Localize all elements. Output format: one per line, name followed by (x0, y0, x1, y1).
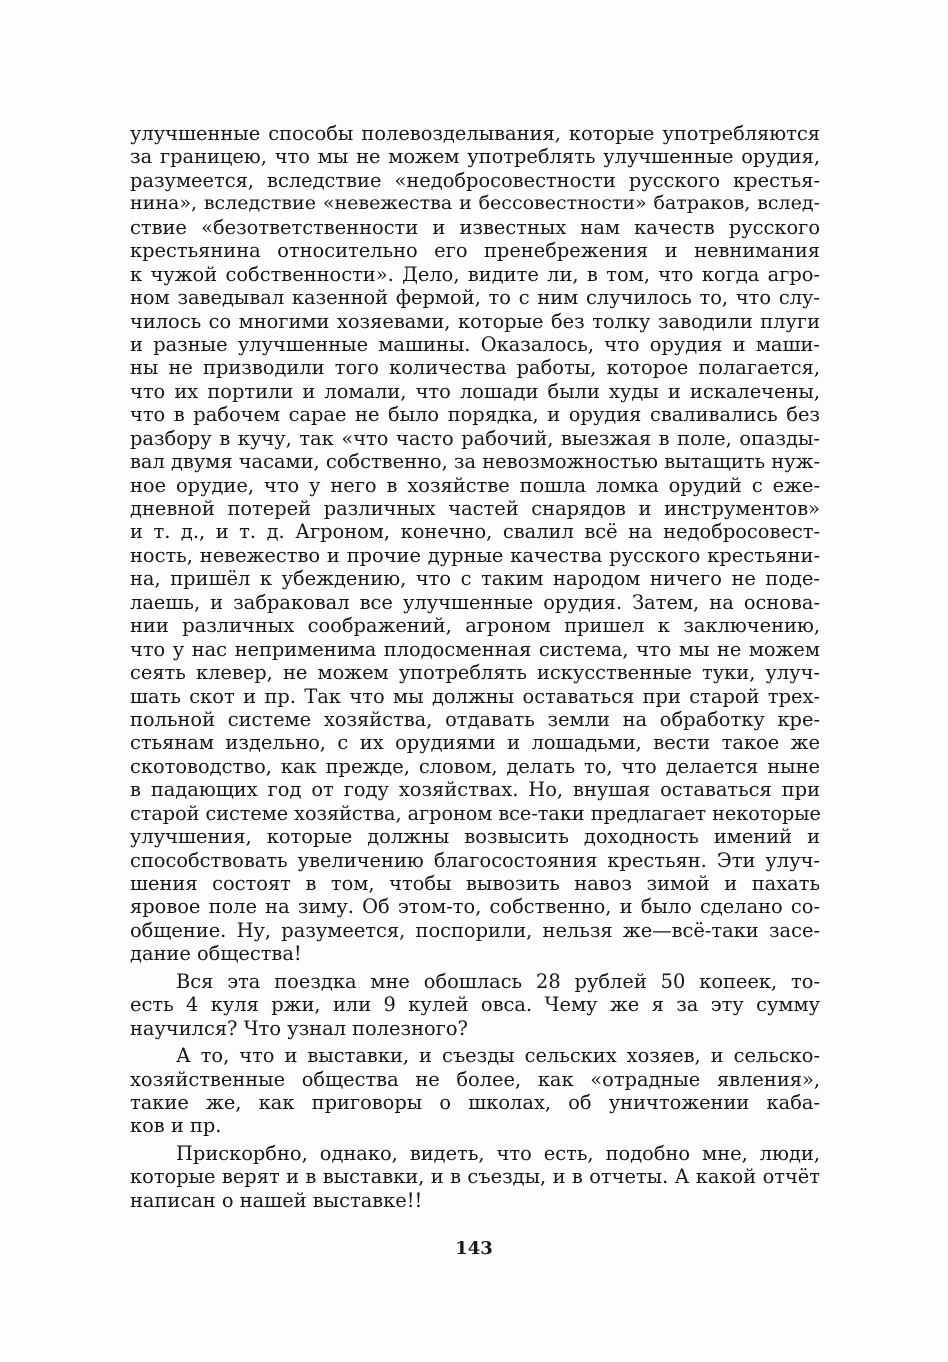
text-line: Прискорбно, однако, видеть, что есть, подобно мне, люди, (176, 1141, 820, 1165)
text-line: яровое поле на зиму. Об этом-то, собственно, и было сделано со- (130, 895, 820, 919)
text-line: разбору в кучу, так «что часто рабочий, выезжая в поле, опазды- (130, 426, 820, 450)
text-line: крестьянина относительно его пренебрежения и невнимания (130, 239, 820, 263)
text-line: улучшенные способы полевозделывания, которые употребляются (130, 122, 820, 145)
text-line: что их портили и ломали, что лошади были худы и искалечены, (130, 379, 820, 403)
text-line: в падающих год от году хозяйствах. Но, внушая оставаться при (130, 778, 820, 802)
text-line: сеять клевер, не можем употреблять искусственные туки, улуч- (130, 661, 820, 685)
text-line: ствие «безответственности и известных нам качеств русского (130, 215, 820, 239)
text-line: шения состоят в том, чтобы вывозить навоз зимой и пахать (130, 872, 820, 895)
text-line: за границею, что мы не можем употреблять улучшенные орудия, (130, 145, 820, 169)
text-line: лаешь, и забраковал все улучшенные орудия. Затем, на основа- (130, 590, 820, 614)
text-line: научился? Что узнал полезного? (130, 1016, 468, 1040)
text-line: улучшения, которые должны возвысить доходность имений и (130, 825, 820, 849)
text-line: ное орудие, что у него в хозяйстве пошла ломка орудий с еже- (130, 473, 820, 497)
text-line: Вся эта поездка мне обошлась 28 рублей 50 копеек, то- (176, 969, 820, 993)
text-line: разумеется, вследствие «недобросовестности русского крестья- (130, 168, 820, 192)
text-line: стьянам издельно, с их орудиями и лошадьми, вести такое же (130, 731, 820, 755)
text-line: и разные улучшенные машины. Оказалось, что орудия и маши- (130, 332, 820, 356)
text-line: что в рабочем сарае не было порядка, и орудия сваливались без (130, 403, 820, 427)
text-line: старой системе хозяйства, агроном все-таки предлагает некоторые (130, 801, 821, 825)
text-line: и т. д., и т. д. Агроном, конечно, свалил всё на недобросовест- (130, 520, 820, 544)
text-line: есть 4 куля ржи, или 9 кулей овса. Чему же я за эту сумму (130, 993, 820, 1017)
text-line: шать скот и пр. Так что мы должны оставаться при старой трех- (130, 684, 820, 708)
text-line: что у нас неприменима плодосменная система, что мы не можем (130, 637, 820, 661)
text-line: на, пришёл к убеждению, что с таким народом ничего не поде- (130, 567, 820, 591)
paragraph (130, 1142, 820, 1212)
text-line: ном заведывал казенной фермой, то с ним случилось то, что слу- (130, 286, 820, 310)
text-line: нина», вследствие «невежества и бессовестности» батраков, вслед- (130, 192, 820, 215)
text-line: хозяйственные общества не более, как «отрадные явления», (130, 1067, 820, 1091)
text-line: нии различных соображений, агроном пришел к заключению, (130, 614, 820, 638)
text-line: к чужой собственности». Дело, видите ли, в том, что когда агро- (130, 262, 820, 286)
paragraph (130, 970, 820, 1040)
paragraph (130, 1044, 820, 1138)
text-line: ность, невежество и прочие дурные качества русского крестьяни- (130, 543, 820, 567)
page-body-text (130, 122, 820, 1212)
text-line: А то, что и выставки, и съезды сельских хозяев, и сельско- (176, 1044, 820, 1068)
text-line: дание общества! (130, 942, 302, 966)
text-line: такие же, как приговоры о школах, об уничтожении каба- (130, 1090, 820, 1114)
text-line: ков и пр. (130, 1114, 222, 1138)
text-line: общение. Ну, разумеется, поспорили, нельзя же—всё-таки засе- (130, 918, 820, 942)
text-line: способствовать увеличению благосостояния крестьян. Эти улуч- (130, 848, 820, 872)
text-line: польной системе хозяйства, отдавать земли на обработку кре- (130, 707, 820, 731)
text-line: скотоводство, как прежде, словом, делать то, что делается ныне (130, 754, 820, 778)
text-line: которые верят и в выставки, и в съезды, и в отчеты. А какой отчёт (130, 1165, 820, 1189)
text-line: дневной потерей различных частей снарядов и инструментов» (130, 497, 820, 520)
text-line: ны не призводили того количества работы, которое полагается, (130, 356, 820, 380)
text-line: чилось со многими хозяевами, которые без толку заводили плуги (130, 309, 820, 333)
text-line: вал двумя часами, собственно, за невозможностью вытащить нуж- (130, 450, 820, 474)
page-number: 143 (455, 1238, 493, 1259)
paragraph (130, 122, 820, 966)
text-line: написан о нашей выставке!! (130, 1188, 423, 1212)
